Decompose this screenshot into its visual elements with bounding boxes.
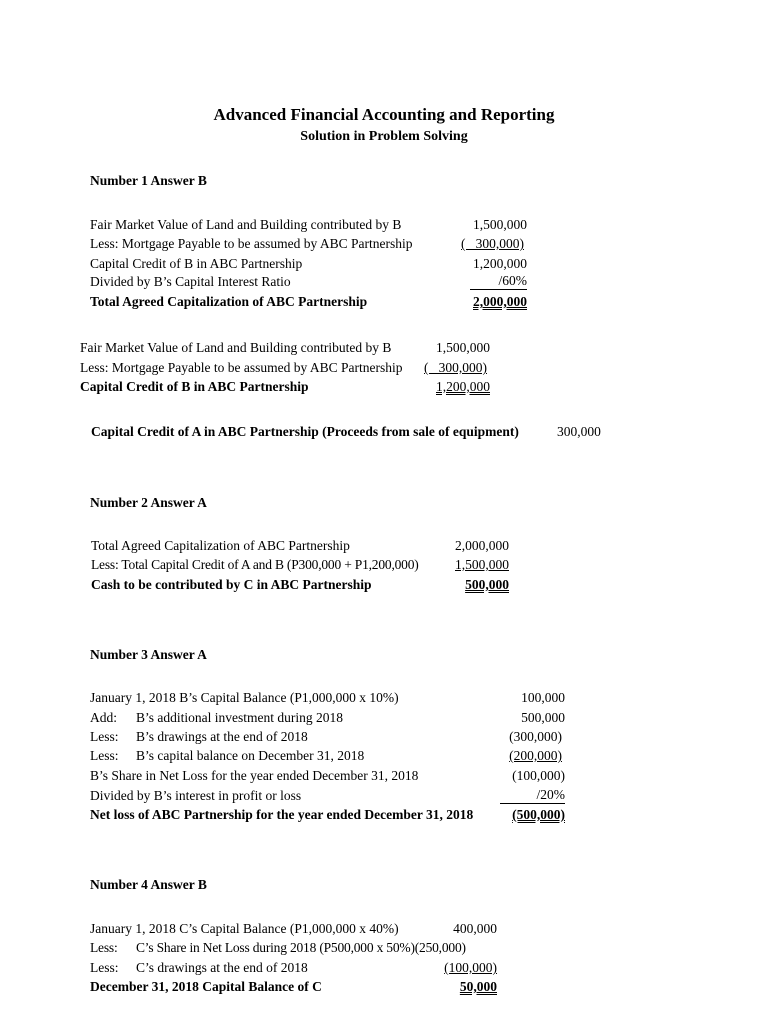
q2-heading: Number 2 Answer A	[90, 495, 207, 510]
q4-heading: Number 4 Answer B	[90, 877, 207, 892]
q4-row1-label: January 1, 2018 C’s Capital Balance (P1,000,000 x 40%)	[90, 921, 399, 936]
q3-row3-label: B’s drawings at the end of 2018	[136, 729, 308, 744]
q3-row3-prefix: Less:	[90, 729, 119, 744]
q1-t2-total-value: 1,200,000	[436, 379, 490, 394]
q1-t2-row1-value: 1,500,000	[436, 340, 490, 355]
q1-t1-row1-label: Fair Market Value of Land and Building contributed by B	[90, 217, 402, 232]
q3-row4-prefix: Less:	[90, 748, 119, 763]
q3-row4-value: (200,000)	[509, 748, 562, 763]
q1-t2-row2-label: Less: Mortgage Payable to be assumed by ABC Partnership	[80, 360, 403, 375]
q4-row3-prefix: Less:	[90, 960, 119, 975]
q1-t1-total-label: Total Agreed Capitalization of ABC Partnership	[90, 294, 368, 309]
q2-row1-label: Total Agreed Capitalization of ABC Partnership	[91, 538, 350, 553]
q2-row2-label: Less: Total Capital Credit of A and B (P300,000 + P1,200,000)	[91, 557, 419, 572]
q4-row1-value: 400,000	[453, 921, 497, 936]
q3-row2-value: 500,000	[521, 710, 565, 725]
q1-t1-row2-value: ( 300,000)	[461, 236, 524, 251]
q1-heading: Number 1 Answer B	[90, 173, 207, 188]
q3-row4	[90, 747, 364, 765]
q1-t1-row3-label: Capital Credit of B in ABC Partnership	[90, 256, 303, 271]
q1-t1-row1-value: 1,500,000	[473, 217, 527, 232]
q2-row2-value: 1,500,000	[455, 557, 509, 572]
q3-row5-value: (100,000)	[512, 768, 565, 783]
q1-t1-row2-label: Less: Mortgage Payable to be assumed by ABC Partnership	[90, 236, 413, 251]
q1-capital-a-label: Capital Credit of A in ABC Partnership (Proceeds from sale of equipment)	[91, 424, 519, 439]
q1-t1-row4-label: Divided by B’s Capital Interest Ratio	[90, 274, 291, 289]
q4-row2-label: C’s Share in Net Loss during 2018 (P500,000 x 50%)	[136, 940, 415, 955]
q3-row2	[90, 709, 343, 727]
q1-t1-total-value: 2,000,000	[473, 294, 527, 309]
q3-heading: Number 3 Answer A	[90, 647, 207, 662]
q3-row2-label: B’s additional investment during 2018	[136, 710, 343, 725]
q4-row3-value: (100,000)	[444, 960, 497, 975]
q1-t1-row4-value: /60%	[470, 273, 527, 290]
q4-row2-prefix: Less:	[90, 940, 118, 955]
q1-t2-row2-value: ( 300,000)	[424, 360, 487, 375]
q3-row6-value: /20%	[500, 787, 565, 804]
q3-total-value: (500,000)	[512, 807, 565, 822]
q3-row4-label: B’s capital balance on December 31, 2018	[136, 748, 365, 763]
q3-row1-value: 100,000	[521, 690, 565, 705]
document-subtitle: Solution in Problem Solving	[300, 129, 468, 144]
q4-total-label: December 31, 2018 Capital Balance of C	[90, 979, 322, 994]
q1-capital-a-value: 300,000	[557, 424, 601, 439]
q3-row3-value: (300,000)	[509, 729, 562, 744]
q4-row3-label: C’s drawings at the end of 2018	[136, 960, 308, 975]
q3-row2-prefix: Add:	[90, 710, 117, 725]
q3-total-label: Net loss of ABC Partnership for the year ended December 31, 2018	[90, 807, 474, 822]
q2-row1-value: 2,000,000	[455, 538, 509, 553]
q3-row1-label: January 1, 2018 B’s Capital Balance (P1,000,000 x 10%)	[90, 690, 399, 705]
q2-total-value: 500,000	[465, 577, 509, 592]
q1-t1-row3-value: 1,200,000	[473, 256, 527, 271]
q4-row2-value: (250,000)	[414, 940, 466, 955]
q1-t2-total-label: Capital Credit of B in ABC Partnership	[80, 379, 309, 394]
q3-row3	[90, 728, 308, 746]
q3-row6-label: Divided by B’s interest in profit or loss	[90, 788, 302, 803]
q4-row2	[90, 939, 466, 957]
q4-total-value: 50,000	[459, 979, 497, 994]
q2-total-label: Cash to be contributed by C in ABC Partnership	[91, 577, 372, 592]
q1-t2-row1-label: Fair Market Value of Land and Building contributed by B	[80, 340, 392, 355]
q4-row3	[90, 959, 308, 977]
q3-row5-label: B’s Share in Net Loss for the year ended December 31, 2018	[90, 768, 419, 783]
document-title: Advanced Financial Accounting and Reporting	[213, 105, 555, 124]
